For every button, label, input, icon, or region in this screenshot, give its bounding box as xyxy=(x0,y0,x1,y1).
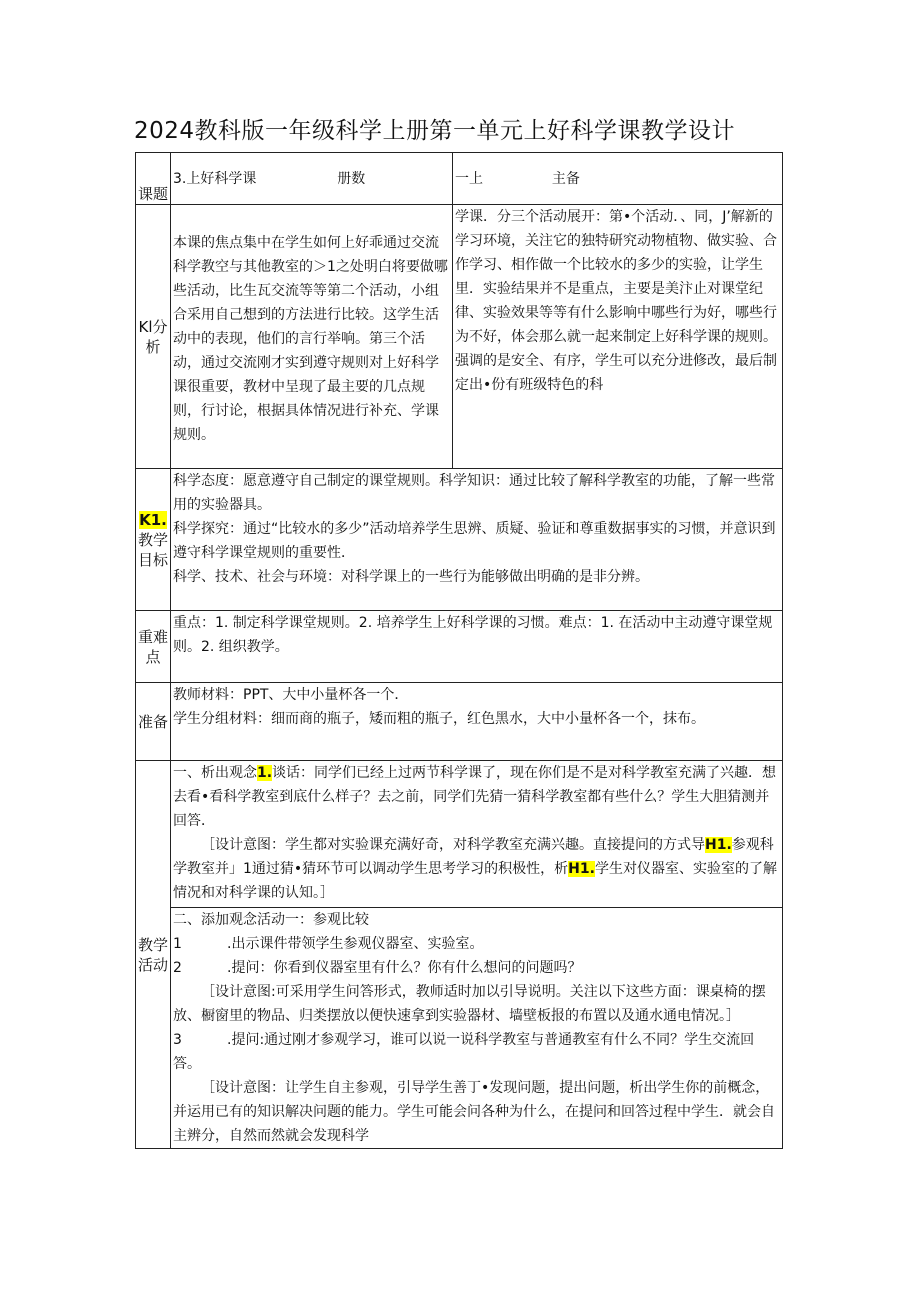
activity-step-2 xyxy=(173,956,780,980)
activity-step-3 xyxy=(173,1028,780,1076)
step-1-number: 1 xyxy=(173,936,182,952)
analysis-label xyxy=(136,205,171,469)
lesson-plan-table xyxy=(135,152,783,1149)
keypoints-row xyxy=(136,611,783,683)
prep-row xyxy=(136,683,783,761)
analysis-left-text: 本课的焦点集中在学生如何上好乖通过交流科学教空与其他教室的＞1之处明白将要做哪些活动，比生瓦交流等等第二个活动，小组合采用自己想到的方法进行比较。这学生活动中的表现，他们的言行举响。第三个活动，通过交流刚才实到遵守规则对上好科学课很重要，教材中呈现了最主要的几点规则，行讨论，根据具体情况进行补充、学课规则。 xyxy=(171,205,453,469)
topic-cell-left xyxy=(171,153,453,205)
analysis-right-text: 学课．分三个活动展开：第•个活动．、同，J’解新的学习环境，关注它的独特研究动物植物、做实验、合作学习、相作做一个比较水的多少的实验，让学生里．实验结果并不是重点，主要是美汴止对课堂纪律、实验效果等等有什么影响中哪些行为好，哪些行为不好，体会那么就一起来制定上好科学课的规则。强调的是安全、有序，学生可以充分进修改，最后制定出•份有班级特色的科 xyxy=(453,205,783,469)
goals-attitude-knowledge: 科学态度：愿意遵守自己制定的课堂规则。科学知识：通过比较了解科学教室的功能，了解一些常用的实验器具。 xyxy=(173,473,775,513)
design-intent-two: ［设计意图:可采用学生问答形式，教师适时加以引导说明。关注以下这些方面：课桌椅的摆放、橱窗里的物品、归类摆放以便快速拿到实验器材、墙壁板报的布置以及通水通电情况。］ xyxy=(173,984,766,1024)
goals-label-code: K1. xyxy=(139,510,167,529)
topic-label: 课题 xyxy=(136,153,171,205)
activity-part-two xyxy=(171,908,782,1148)
step-3-number: 3 xyxy=(173,1032,182,1048)
prep-label: 准备 xyxy=(136,683,171,761)
design-intent-marker-2: H1. xyxy=(568,861,595,877)
step-2-text: .提问：你看到仪器室里有什么？你有什么想问的问题吗？ xyxy=(227,960,582,976)
lead-label: 主备 xyxy=(551,170,580,187)
goals-cell xyxy=(171,469,783,611)
prep-teacher: 教师材料：PPT、大中小量杯各一个． xyxy=(173,687,409,703)
goals-label xyxy=(136,469,171,611)
design-intent-one-b: 参观科学教室并」1通过猜•猜环节可以调动学生思考学习的积极性，析 xyxy=(173,837,774,877)
activity-cell xyxy=(171,761,783,1149)
goals-inquiry: 科学探究：通过“比较水的多少”活动培养学生思辨、质疑、验证和尊重数据事实的习惯，并意识到遵守科学课堂规则的重要性． xyxy=(173,521,776,561)
document-title: 2024教科版一年级科学上册第一单元上好科学课教学设计 xyxy=(134,118,736,144)
activity-section-one-text: 谈话：同学们已经上过两节科学课了，现在你们是不是对科学教室充满了兴趣．想去看•看科学教室到底什么样子？去之前，同学们先猜一猜科学教室都有些什么？学生大胆猜测并回答． xyxy=(173,765,777,829)
activity-marker: 1. xyxy=(257,765,273,781)
design-intent-three: ［设计意图：让学生自主参观，引导学生善丁•发现问题，提出问题，析出学生你的前概念，并运用已有的知识解决问题的能力。学生可能会问各种为什么，在提问和回答过程中学生．就会自主辨分，自然而然就会发现科学 xyxy=(173,1080,775,1144)
keypoints-label: 重难点 xyxy=(136,611,171,683)
step-1-text: .出示课件带领学生参观仪器室、实验室。 xyxy=(227,936,484,952)
design-intent-marker-1: H1. xyxy=(705,837,732,853)
analysis-label-text: 分析 xyxy=(145,317,168,356)
goals-label-text: 教学目标 xyxy=(137,530,168,569)
volume-value: 一上 xyxy=(455,170,483,187)
goals-row xyxy=(136,469,783,611)
design-intent-one-c: 学生对仪器室、实验室的了解情况和对科学课的认知。］ xyxy=(173,861,777,901)
activity-intro xyxy=(173,761,780,833)
activity-label: 教学活动 xyxy=(136,761,171,1149)
design-intent-one xyxy=(173,833,780,905)
prep-student: 学生分组材料：细而商的瓶子，矮而粗的瓶子，红色黑水，大中小量杯各一个，抹布。 xyxy=(173,711,705,727)
keypoints-text: 重点：1. 制定科学课堂规则。2. 培养学生上好科学课的习惯。难点：1. 在活动中主动遵守课堂规则。2. 组织教学。 xyxy=(171,611,783,683)
topic-cell-right xyxy=(453,153,783,205)
topic-row xyxy=(136,153,783,205)
lesson-name: 3.上好科学课 xyxy=(173,170,257,187)
volume-label: 册数 xyxy=(337,170,366,187)
activity-part-one xyxy=(171,761,782,908)
step-2-number: 2 xyxy=(173,960,182,976)
design-intent-one-a: ［设计意图：学生都对实验课充满好奇，对科学教室充满兴趣。直接提问的方式导 xyxy=(201,837,705,853)
activity-section-one-heading: 一、析出观念 xyxy=(173,765,257,781)
step-3-text: .提问:通过刚才参观学习，谁可以说一说科学教室与普通教室有什么不同？学生交流回答。 xyxy=(173,1032,755,1072)
activity-section-two-heading: 二、添加观念活动一：参观比较 xyxy=(173,912,369,928)
analysis-label-code: Kl xyxy=(138,317,153,336)
activity-row xyxy=(136,761,783,1149)
prep-cell xyxy=(171,683,783,761)
activity-step-1 xyxy=(173,932,780,956)
analysis-row xyxy=(136,205,783,469)
goals-stse: 科学、技术、社会与环境：对科学课上的一些行为能够做出明确的是非分辨。 xyxy=(173,569,649,585)
